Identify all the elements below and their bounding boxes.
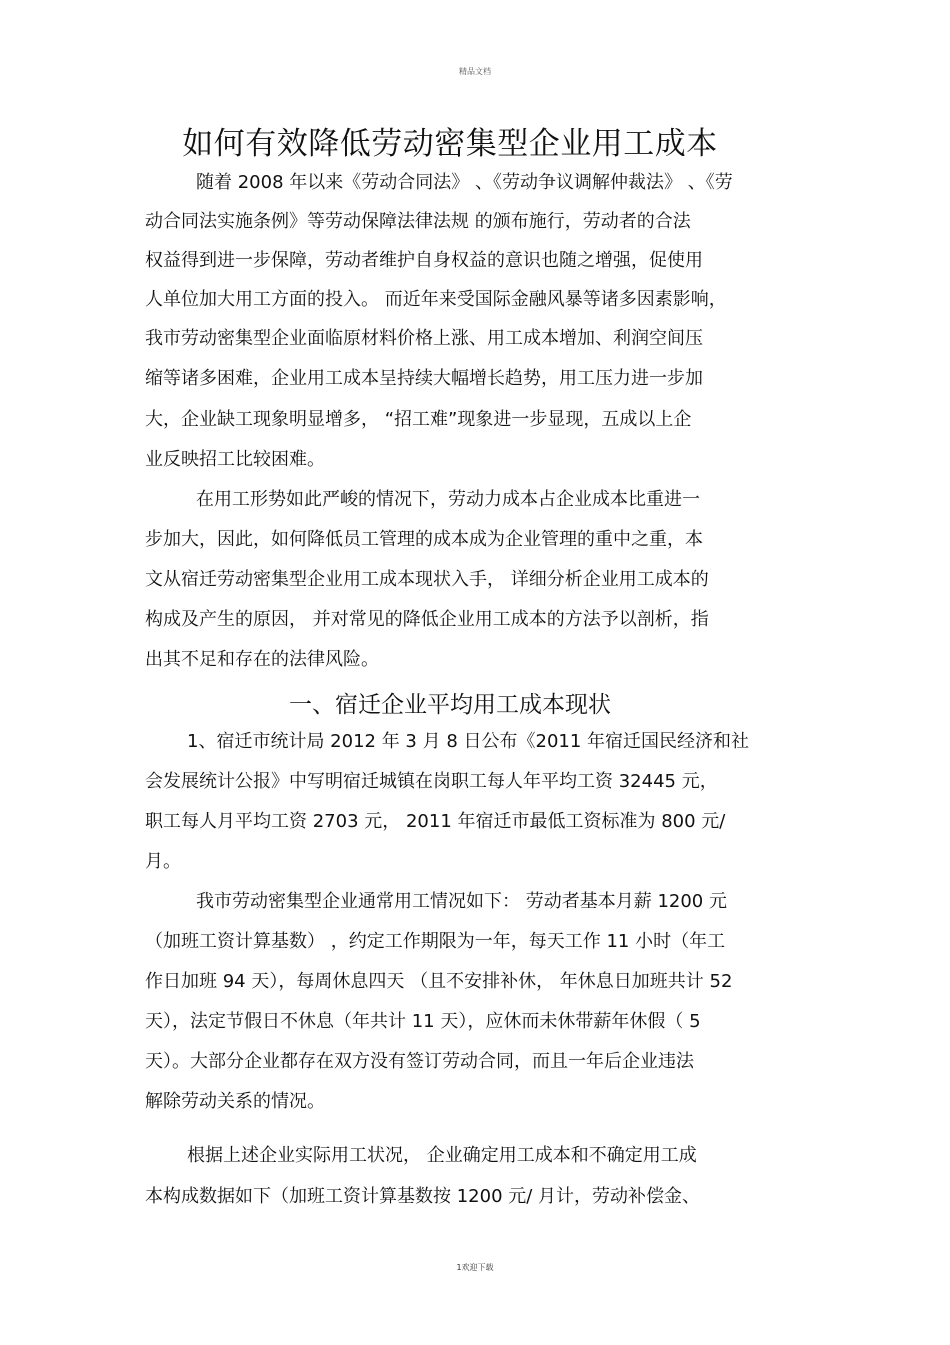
paragraph-2-line-3: 文从宿迁劳动密集型企业用工成本现状入手， 详细分析企业用工成本的 [145, 569, 709, 590]
footer-text: 欢迎下载 [461, 1263, 494, 1272]
paragraph-2-line-2: 步加大，因此，如何降低员工管理的成本成为企业管理的重中之重，本 [145, 529, 703, 550]
paragraph-1-line-4: 人单位加大用工方面的投入。 而近年来受国际金融风暴等诸多因素影响， [145, 289, 727, 310]
paragraph-4-line-2: （加班工资计算基数） ，约定工作期限为一年，每天工作 11 小时（年工 [145, 931, 726, 952]
paragraph-1-line-7: 大，企业缺工现象明显增多， “招工难”现象进一步显现，五成以上企 [145, 409, 692, 430]
paragraph-1-line-3: 权益得到进一步保障，劳动者维护自身权益的意识也随之增强，促使用 [145, 250, 703, 271]
page-number: 1 [456, 1263, 462, 1272]
paragraph-5-line-1: 根据上述企业实际用工状况， 企业确定用工成本和不确定用工成 [187, 1145, 697, 1166]
paragraph-4-line-1: 我市劳动密集型企业通常用工情况如下： 劳动者基本月薪 1200 元 [196, 891, 727, 912]
paragraph-3-line-3: 职工每人月平均工资 2703 元， 2011 年宿迁市最低工资标准为 800 元/ [145, 811, 726, 832]
paragraph-4-line-5: 天）。大部分企业都存在双方没有签订劳动合同，而且一年后企业违法 [145, 1051, 694, 1072]
paragraph-4-line-6: 解除劳动关系的情况。 [145, 1091, 325, 1112]
paragraph-1-line-5: 我市劳动密集型企业面临原材料价格上涨、用工成本增加、利润空间压 [145, 328, 703, 349]
paragraph-2-line-5: 出其不足和存在的法律风险。 [145, 649, 379, 670]
document-title: 如何有效降低劳动密集型企业用工成本 [182, 126, 718, 162]
page-footer [0, 1262, 950, 1273]
paragraph-3-line-1: 1、宿迁市统计局 2012 年 3 月 8 日公布《2011 年宿迁国民经济和社 [187, 731, 750, 752]
paragraph-1-line-8: 业反映招工比较困难。 [145, 449, 325, 470]
paragraph-5-line-2: 本构成数据如下（加班工资计算基数按 1200 元/ 月计，劳动补偿金、 [145, 1186, 701, 1207]
paragraph-4-line-3: 作日加班 94 天），每周休息四天 （且不安排补休， 年休息日加班共计 52 [145, 971, 733, 992]
paragraph-3-line-2: 会发展统计公报》中写明宿迁城镇在岗职工每人年平均工资 32445 元， [145, 771, 718, 792]
paragraph-1-line-6: 缩等诸多困难，企业用工成本呈持续大幅增长趋势，用工压力进一步加 [145, 368, 703, 389]
paragraph-2-line-1: 在用工形势如此严峻的情况下，劳动力成本占企业成本比重进一 [196, 489, 700, 510]
paragraph-1-line-2: 动合同法实施条例》等劳动保障法律法规 的颁布施行，劳动者的合法 [145, 211, 691, 232]
paragraph-2-line-4: 构成及产生的原因， 并对常见的降低企业用工成本的方法予以剖析，指 [145, 609, 709, 630]
paragraph-3-line-4: 月。 [145, 851, 181, 872]
page-header: 精品文档 [459, 67, 491, 76]
paragraph-4-line-4: 天），法定节假日不休息（年共计 11 天），应休而未休带薪年休假（ 5 [145, 1011, 701, 1032]
paragraph-1-line-1: 随着 2008 年以来《劳动合同法》 、《劳动争议调解仲裁法》 、《劳 [196, 172, 733, 193]
section-title: 一、宿迁企业平均用工成本现状 [289, 692, 611, 718]
